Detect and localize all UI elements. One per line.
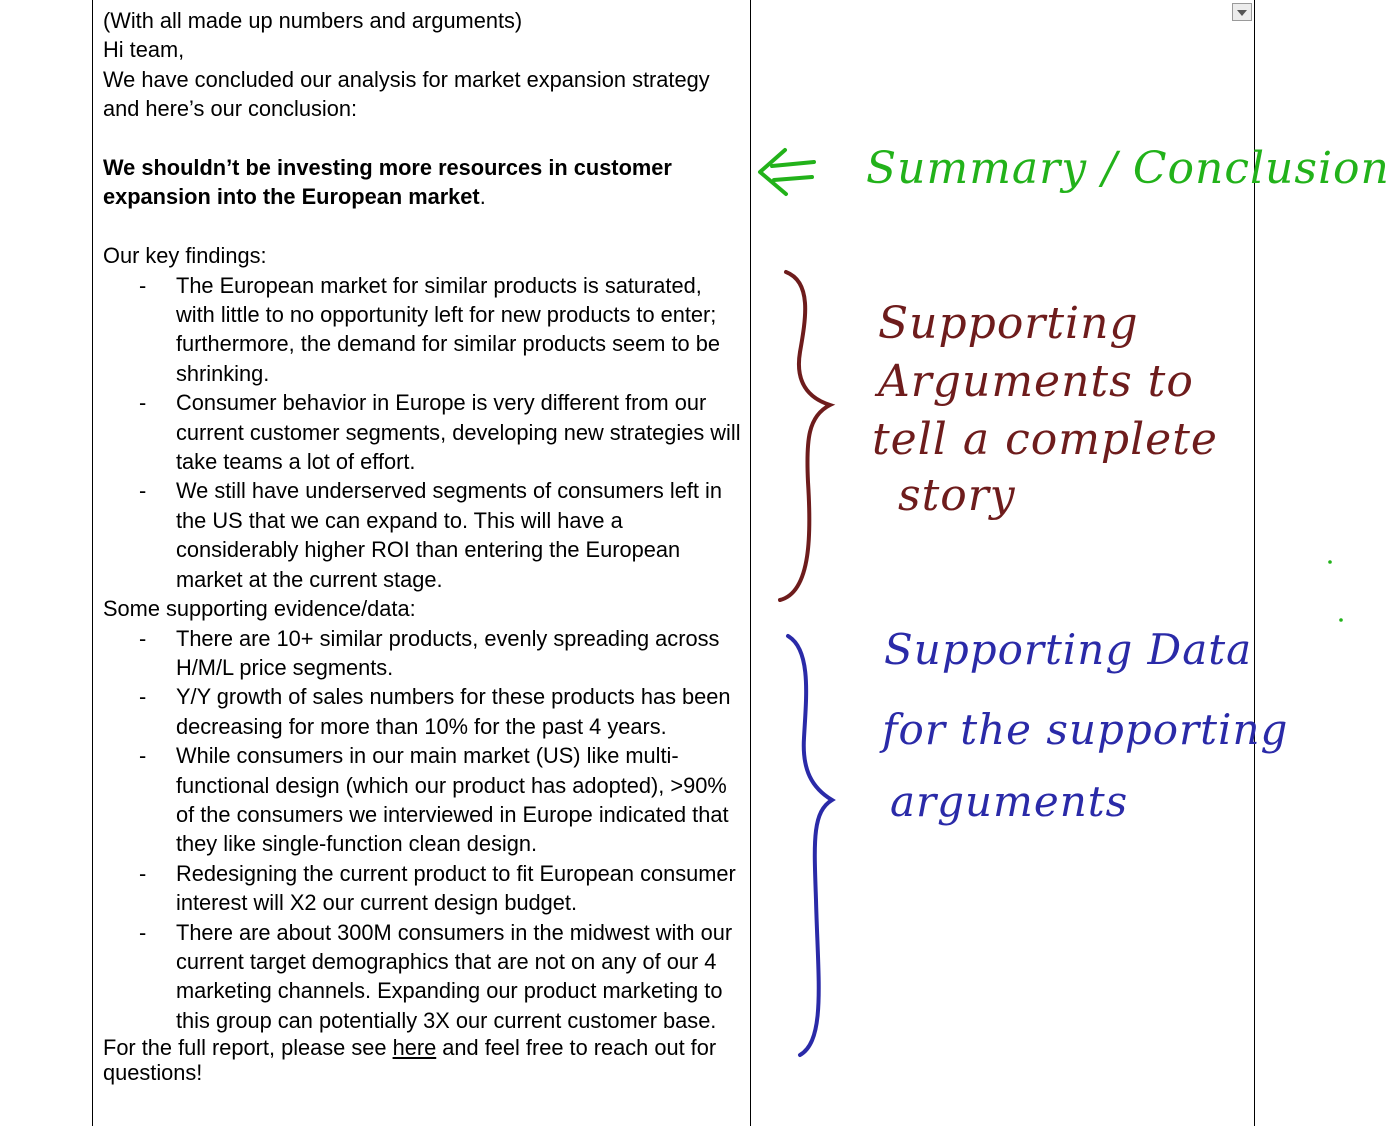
evidence-text: While consumers in our main market (US) like multi-functional design (which our product has adopted), >90% of the consumers we interviewed in Europe indicated that they like single-function clean design. — [176, 743, 729, 857]
left-page-border — [92, 0, 93, 1126]
conclusion-paragraph — [103, 153, 743, 212]
data-brace-icon — [788, 636, 832, 1055]
data-annotation — [879, 625, 1288, 826]
comment-margin-divider — [750, 0, 751, 1126]
findings-list — [103, 271, 743, 594]
blank-line — [103, 124, 743, 153]
evidence-item — [103, 682, 743, 741]
finding-text: Consumer behavior in Europe is very different from our current customer segments, developing new strategies will take teams a lot of effort. — [176, 390, 741, 475]
data-line-2: for the supporting — [882, 705, 1289, 754]
evidence-text: There are about 300M consumers in the midwest with our current target demographics that are not on any of our 4 marketing channels. Expanding our product marketing to this group can potentially 3X our current customer base. — [176, 919, 733, 1033]
evidence-item — [103, 918, 743, 1036]
dropdown-arrow-icon — [1237, 10, 1247, 16]
arguments-line-1: Supporting — [878, 298, 1139, 349]
bullet-dash: - — [139, 684, 147, 710]
data-line-1: Supporting Data — [884, 625, 1253, 674]
closing-text-before: For the full report, please see — [103, 1035, 393, 1061]
intro-paragraph: We have concluded our analysis for market expansion strategy and here’s our conclusion: — [103, 66, 710, 122]
evidence-item — [103, 859, 743, 918]
evidence-text: Redesigning the current product to fit European consumer interest will X2 our current design budget. — [176, 860, 736, 916]
closing-paragraph — [103, 1035, 743, 1085]
arguments-line-2: Arguments to — [878, 356, 1194, 407]
evidence-heading: Some supporting evidence/data: — [103, 596, 416, 622]
finding-text: We still have underserved segments of consumers left in the US that we can expand to. This will have a considerably higher ROI than entering the European market at the current stage. — [176, 478, 722, 592]
finding-text: The European market for similar products is saturated, with little to no opportunity left for new products to enter; furthermore, the demand for similar products seem to be shrinking. — [176, 272, 720, 386]
evidence-item — [103, 741, 743, 859]
email-document-body — [103, 6, 743, 1085]
right-page-border — [1254, 0, 1255, 1126]
blank-line — [103, 212, 743, 241]
arguments-brace-icon — [780, 272, 830, 600]
closing-text-after: and feel free to reach out for questions! — [103, 1035, 717, 1086]
bullet-dash: - — [139, 478, 147, 504]
bullet-dash: - — [139, 272, 147, 298]
conclusion-period: . — [479, 184, 486, 210]
data-line-3: arguments — [890, 777, 1129, 826]
evidence-item — [103, 624, 743, 683]
summary-annotation: Summary / Conclusion — [866, 143, 1390, 194]
greeting: Hi team, — [103, 37, 185, 63]
arguments-line-4: story — [898, 470, 1016, 521]
finding-item — [103, 476, 743, 594]
full-report-link[interactable]: here — [392, 1035, 437, 1061]
bullet-dash: - — [139, 919, 147, 945]
conclusion-statement: We shouldn’t be investing more resources in customer expansion into the European market — [103, 155, 672, 210]
bullet-dash: - — [139, 743, 147, 769]
ink-dot — [1328, 560, 1332, 564]
finding-item — [103, 271, 743, 389]
dropdown-button[interactable] — [1232, 3, 1252, 21]
evidence-text: Y/Y growth of sales numbers for these products has been decreasing for more than 10% for the past 4 years. — [176, 684, 731, 739]
summary-arrow-icon — [760, 150, 814, 194]
arguments-line-3: tell a complete — [872, 414, 1218, 465]
disclaimer-note: (With all made up numbers and arguments) — [103, 8, 523, 33]
evidence-text: There are 10+ similar products, evenly spreading across H/M/L price segments. — [176, 625, 720, 680]
arguments-annotation — [872, 298, 1218, 521]
ink-dot — [1339, 618, 1343, 622]
bullet-dash: - — [139, 625, 147, 651]
bullet-dash: - — [139, 860, 147, 886]
bullet-dash: - — [139, 390, 147, 416]
evidence-list — [103, 624, 743, 1036]
finding-item — [103, 388, 743, 476]
findings-heading: Our key findings: — [103, 243, 267, 269]
